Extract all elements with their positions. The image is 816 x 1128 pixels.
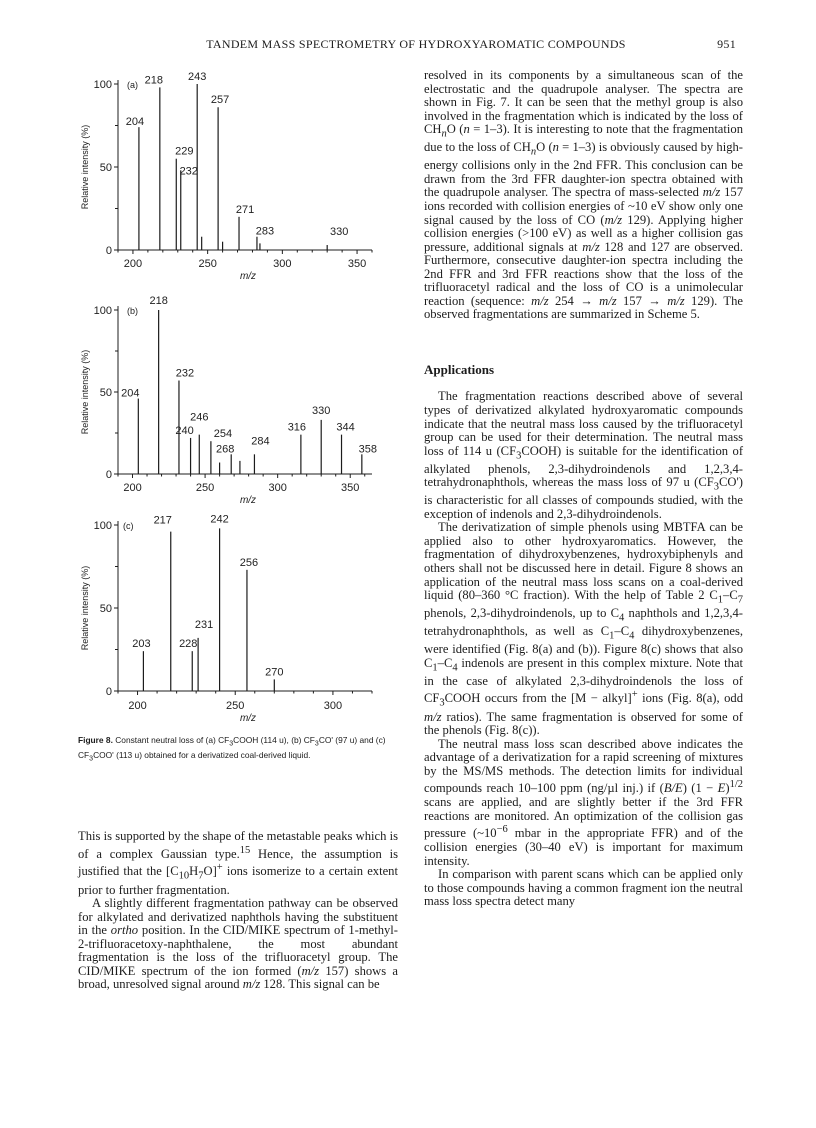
right-column-text <box>424 69 743 909</box>
x-tick-label: 250 <box>198 258 217 270</box>
peak-label: 232 <box>175 367 195 380</box>
y-tick-label: 50 <box>99 387 112 399</box>
y-tick-label: 0 <box>105 245 112 257</box>
peak-label: 283 <box>255 225 275 238</box>
x-tick-label: 250 <box>226 700 245 712</box>
y-tick-label: 0 <box>105 469 112 481</box>
x-tick-label: 350 <box>347 258 367 270</box>
spectrum-panel-b <box>80 295 377 506</box>
y-tick-label: 100 <box>93 79 112 91</box>
peak-label: 254 <box>213 428 233 441</box>
peak-label: 217 <box>153 514 172 527</box>
x-tick-label: 200 <box>123 258 143 270</box>
y-axis-label: Relative intensity (%) <box>80 565 90 651</box>
peak-label: 228 <box>179 638 198 651</box>
y-tick-label: 0 <box>105 686 112 698</box>
panel-label: (c) <box>123 521 134 531</box>
y-axis-label: Relative intensity (%) <box>80 124 90 210</box>
page-number: 951 <box>717 37 736 51</box>
y-tick-label: 100 <box>93 520 112 532</box>
panel-label: (b) <box>127 306 138 316</box>
y-axis-label: Relative intensity (%) <box>80 349 90 435</box>
x-tick-label: 200 <box>128 700 147 712</box>
peak-label: 218 <box>149 295 168 307</box>
y-tick-label: 100 <box>93 305 112 317</box>
peak-label: 270 <box>265 666 284 679</box>
x-axis-label: m/z <box>239 271 257 282</box>
left-column-text <box>78 830 398 992</box>
peak-label: 231 <box>194 618 214 631</box>
figure-caption-label: Figure 8. <box>78 735 113 745</box>
peak-label: 358 <box>358 443 378 456</box>
peak-label: 268 <box>216 443 235 456</box>
y-tick-label: 50 <box>99 603 112 615</box>
peak-label: 344 <box>336 421 355 434</box>
right-paragraph-5: In comparison with parent scans which can be applied only to those compounds having a common fragment ion the neutral mass loss spectra detect many <box>424 867 743 909</box>
left-paragraph-1: This is supported by the shape of the metastable peaks which is of a complex Gaussian type.$^{15}$ Hence, the assumption is justified that the $[C_{10}H_7O]^+$ ions isomerize to a certain extent prior to further fragmentation. <box>78 829 398 897</box>
x-tick-label: 300 <box>323 700 343 712</box>
x-tick-label: 300 <box>273 258 292 270</box>
peak-label: 271 <box>235 203 255 216</box>
peak-label: 204 <box>121 387 140 400</box>
x-tick-label: 350 <box>341 482 360 494</box>
peak-label: 316 <box>287 421 307 434</box>
x-axis-label: m/z <box>239 495 257 506</box>
right-paragraph-2: The fragmentation reactions described above of several types of derivatized alkylated hydroxyaromatic compounds indicate that the neutral mass loss caused by the trifluoracetyl group can be used for their determination. The neutral mass loss of 114 u $(CF_3COOH)$ is suitable for the identification of alkylated phenols, 2,3-dihydroindenols and 1,2,3,4-tetrahydronaphthols, whereas the mass loss of 97 u $(CF_3CO')$ is characteristic for all classes of compounds studied, with the exception of indenols and 2,3-dihydroindenols. <box>424 389 744 521</box>
right-paragraph-4: The neutral mass loss scan described above indicates the advantage of a derivatization for a rapid screening of mixtures by the MS/MS methods. The detection limits for individual compounds reach 10–100 ppm (ng/µl inj.) if (B/E) $(1 - E)^{1/2}$ scans are applied, and are slightly better if the 3rd FFR reactions are monitored. An optimization of the collision gas pressure ($\sim 10^{-6}$ mbar in the appropriate FFR) and of the collision energies (30–40 eV) is important for maximum intensity. <box>424 736 744 868</box>
peak-label: 240 <box>175 424 194 437</box>
section-heading-applications: Applications <box>424 361 495 377</box>
peak-label: 330 <box>329 226 349 239</box>
peak-label: 330 <box>312 404 331 417</box>
spectrum-panel-c <box>80 513 372 724</box>
peak-label: 218 <box>144 74 164 87</box>
x-tick-label: 300 <box>268 482 287 494</box>
peak-label: 246 <box>190 411 209 424</box>
peak-label: 242 <box>210 513 229 526</box>
panel-label: (a) <box>127 80 138 90</box>
peak-label: 203 <box>132 638 151 651</box>
spectrum-panel-a <box>80 71 372 282</box>
peak-label: 256 <box>239 556 259 569</box>
y-tick-label: 50 <box>99 162 112 174</box>
peak-label: 257 <box>210 94 230 107</box>
x-axis-label: m/z <box>239 713 257 724</box>
figure-caption: Figure 8. Constant neutral loss of (a) $CF_3COOH$ (114 u), (b) $CF_3CO'$ (97 u) and (c) $CF_3COO'$ (113 u) obtained for a derivatized coal-derived liquid. <box>78 735 386 763</box>
right-paragraph-3: The derivatization of simple phenols using MBTFA can be applied also to other hydroxyaromatics. However, the fragmentation of dihydroxybenzenes, hydroxybiphenyls and others shall not be discussed here in detail. Figure 8 shows an application of the neutral mass loss scans on a coal-derived liquid (80–360 °C fraction). With the help of Table 2 $C_1-C_7$ phenols, 2,3-dihydroindenols, up to $C_4$ naphthols and 1,2,3,4-tetrahydronaphthols, as well as $C_1-C_4$ dihydroxybenzenes, were identified (Fig. 8(a) and (b)). Figure 8(c) shows that also $C_1-C_4$ indenols are present in this complex mixture. Note that in the case of alkylated 2,3-dihydroindenols the loss of $CF_3COOH$ occurs from the [M − alkyl]+ ions (Fig. 8(a), odd m/z ratios). The same fragmentation is observed for some of the phenols (Fig. 8(c)). <box>424 520 743 738</box>
peak-label: 243 <box>188 71 207 83</box>
right-paragraph-1: resolved in its components by a simultaneous scan of the electrostatic and the quadrupole analyser. The spectra are shown in Fig. 7. It can be seen that the methyl group is also involved in the fragmentation which is indicated by the loss of $CH_nO$ (n = 1–3). It is interesting to note that the fragmentation due to the loss of $CH_nO$ (n = 1–3) is obviously caused by high-energy collisions only in the 2nd FFR. This conclusion can be drawn from the 3rd FFR daughter-ion spectra obtained with the quadrupole analyser. The spectra of mass-selected m/z 157 ions recorded with collision energies of ~10 eV show only one signal caused by the loss of CO (m/z 129). Applying higher collision energies (>100 eV) as well as a higher collision gas pressure, additional signals at m/z 128 and 127 are observed. Furthermore, consecutive daughter-ion spectra including the 2nd FFR and 3rd FFR reactions show that the loss of the trifluoracetyl radical and the loss of CO is a unimolecular reaction (sequence: m/z 254 → m/z 157 → m/z 129). The observed fragmentations are summarized in Scheme 5. <box>424 68 744 322</box>
running-title: TANDEM MASS SPECTROMETRY OF HYDROXYAROMATIC COMPOUNDS <box>206 37 626 51</box>
x-tick-label: 250 <box>195 482 215 494</box>
peak-label: 284 <box>251 435 270 448</box>
peak-label: 232 <box>179 165 198 178</box>
peak-label: 229 <box>175 145 194 158</box>
peak-label: 204 <box>125 116 145 129</box>
x-tick-label: 200 <box>123 482 142 494</box>
left-paragraph-2: A slightly different fragmentation pathway can be observed for alkylated and derivatized naphthols having the substituent in the ortho position. In the CID/MIKE spectrum of 1-methyl-2-trifluoracetoxy-naphthalene, the most abundant fragmentation is the loss of the trifluoracetyl group. The CID/MIKE spectrum of the ion formed (m/z 157) shows a broad, unresolved signal around m/z 128. This signal can be <box>78 896 398 992</box>
